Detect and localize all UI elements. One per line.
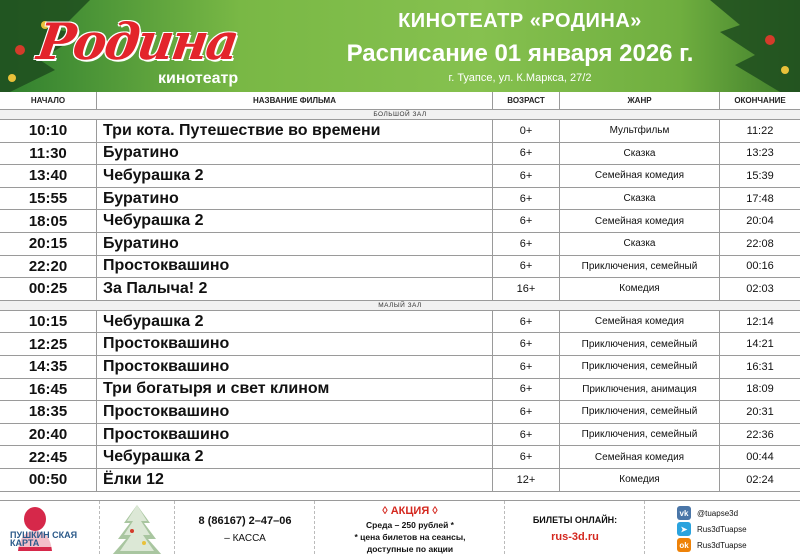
online-tickets-title: БИЛЕТЫ ОНЛАЙН: xyxy=(532,515,618,525)
session-start-time: 12:25 xyxy=(0,333,97,355)
pushkin-card-logo xyxy=(0,501,100,554)
social-link[interactable] xyxy=(677,538,747,552)
film-genre: Приключения, анимация xyxy=(560,379,720,401)
session-end-time: 22:08 xyxy=(746,237,774,250)
film-title: Чебурашка 2 xyxy=(97,311,493,333)
session-end-time: 12:14 xyxy=(746,315,774,328)
hall-name: БОЛЬШОЙ ЗАЛ xyxy=(373,111,427,118)
social-links xyxy=(645,501,800,554)
age-rating: 0+ xyxy=(493,120,560,142)
session-start-time: 00:50 xyxy=(0,469,97,491)
age-rating: 16+ xyxy=(493,278,560,300)
table-row xyxy=(0,446,800,469)
film-genre: Приключения, семейный xyxy=(560,333,720,355)
film-title: Простоквашино xyxy=(97,256,493,278)
table-row xyxy=(0,210,800,233)
film-title: Простоквашино xyxy=(97,424,493,446)
logo-wordmark: Родина xyxy=(33,12,242,71)
session-start-time: 13:40 xyxy=(0,165,97,187)
box-office-phone xyxy=(175,501,315,554)
session-start-time: 10:15 xyxy=(0,311,97,333)
social-link[interactable] xyxy=(677,522,747,536)
phone-label: – КАССА xyxy=(224,533,266,544)
logo-subtitle: кинотеатр xyxy=(158,70,239,87)
session-start-time: 16:45 xyxy=(0,379,97,401)
session-end-time: 14:21 xyxy=(746,338,774,351)
table-row xyxy=(0,379,800,402)
age-rating: 6+ xyxy=(493,165,560,187)
session-start-time: 00:25 xyxy=(0,278,97,300)
session-end-time: 17:48 xyxy=(746,192,774,205)
christmas-tree-decoration xyxy=(100,501,175,554)
hall-name: МАЛЫЙ ЗАЛ xyxy=(378,301,422,309)
table-row xyxy=(0,188,800,211)
film-title: Буратино xyxy=(97,233,493,255)
session-end-time: 15:39 xyxy=(746,169,774,182)
table-row xyxy=(0,424,800,447)
age-rating: 6+ xyxy=(493,233,560,255)
film-title: Чебурашка 2 xyxy=(97,165,493,187)
film-genre: Семейная комедия xyxy=(560,210,720,232)
age-rating: 6+ xyxy=(493,401,560,423)
social-handle: @tuapse3d xyxy=(697,508,739,518)
table-row xyxy=(0,333,800,356)
column-header-age: ВОЗРАСТ xyxy=(493,92,560,109)
session-end-time: 22:36 xyxy=(746,428,774,441)
film-title: Чебурашка 2 xyxy=(97,446,493,468)
session-end-time: 02:24 xyxy=(746,473,774,486)
film-title: Простоквашино xyxy=(97,356,493,378)
age-rating: 6+ xyxy=(493,256,560,278)
age-rating: 6+ xyxy=(493,210,560,232)
session-start-time: 22:20 xyxy=(0,256,97,278)
footer xyxy=(0,500,800,554)
age-rating: 6+ xyxy=(493,143,560,165)
film-genre: Приключения, семейный xyxy=(560,256,720,278)
film-title: Простоквашино xyxy=(97,333,493,355)
table-row xyxy=(0,143,800,166)
table-row xyxy=(0,233,800,256)
film-genre: Семейная комедия xyxy=(560,446,720,468)
social-link[interactable] xyxy=(677,506,738,520)
column-header-start: НАЧАЛО xyxy=(0,92,97,109)
social-handle: Rus3dTuapse xyxy=(697,540,747,550)
table-row xyxy=(0,256,800,279)
session-end-time: 02:03 xyxy=(746,282,774,295)
online-tickets-block xyxy=(505,501,645,554)
schedule-table xyxy=(0,92,800,492)
film-genre: Сказка xyxy=(560,143,720,165)
film-genre: Комедия xyxy=(560,278,720,300)
odnoklassniki-icon: ok xyxy=(677,538,691,552)
column-header-title: НАЗВАНИЕ ФИЛЬМА xyxy=(97,92,493,109)
film-genre: Комедия xyxy=(560,469,720,491)
session-start-time: 18:05 xyxy=(0,210,97,232)
table-row xyxy=(0,165,800,188)
session-end-time: 00:16 xyxy=(746,260,774,273)
film-title: Чебурашка 2 xyxy=(97,210,493,232)
pushkin-card-label: ПУШКИН СКАЯ КАРТА xyxy=(10,531,99,547)
promo-line-3: доступные по акции xyxy=(366,544,454,554)
promo-title: ◊ АКЦИЯ ◊ xyxy=(382,505,438,517)
session-start-time: 15:55 xyxy=(0,188,97,210)
session-end-time: 13:23 xyxy=(746,147,774,160)
film-title: Три богатыря и свет клином xyxy=(97,379,493,401)
schedule-date: Расписание 01 января 2026 г. xyxy=(346,40,694,67)
promo-block xyxy=(315,501,505,554)
film-title: Буратино xyxy=(97,143,493,165)
table-row xyxy=(0,401,800,424)
film-genre: Приключения, семейный xyxy=(560,401,720,423)
film-title: Ёлки 12 xyxy=(97,469,493,491)
header-banner xyxy=(0,0,800,92)
session-start-time: 14:35 xyxy=(0,356,97,378)
session-start-time: 10:10 xyxy=(0,120,97,142)
table-row xyxy=(0,469,800,492)
film-title: Простоквашино xyxy=(97,401,493,423)
film-genre: Семейная комедия xyxy=(560,165,720,187)
column-header-genre: ЖАНР xyxy=(560,92,720,109)
column-header-end: ОКОНЧАНИЕ xyxy=(734,96,786,105)
session-end-time: 00:44 xyxy=(746,451,774,464)
session-end-time: 16:31 xyxy=(746,360,774,373)
session-start-time: 20:40 xyxy=(0,424,97,446)
session-end-time: 20:31 xyxy=(746,405,774,418)
cinema-address: г. Туапсе, ул. К.Маркса, 27/2 xyxy=(448,72,592,84)
film-genre: Сказка xyxy=(560,188,720,210)
age-rating: 12+ xyxy=(493,469,560,491)
table-row xyxy=(0,311,800,334)
session-end-time: 20:04 xyxy=(746,215,774,228)
promo-line-1: Среда – 250 рублей * xyxy=(366,520,454,530)
film-genre: Мультфильм xyxy=(560,120,720,142)
age-rating: 6+ xyxy=(493,333,560,355)
film-genre: Сказка xyxy=(560,233,720,255)
film-genre: Семейная комедия xyxy=(560,311,720,333)
age-rating: 6+ xyxy=(493,356,560,378)
session-start-time: 20:15 xyxy=(0,233,97,255)
age-rating: 6+ xyxy=(493,188,560,210)
film-genre: Приключения, семейный xyxy=(560,424,720,446)
film-genre: Приключения, семейный xyxy=(560,356,720,378)
session-end-time: 18:09 xyxy=(746,383,774,396)
age-rating: 6+ xyxy=(493,379,560,401)
session-start-time: 11:30 xyxy=(0,143,97,165)
table-header-row xyxy=(0,92,800,110)
table-row xyxy=(0,356,800,379)
fir-branch-right-decoration xyxy=(700,0,800,92)
hall-divider xyxy=(0,301,800,311)
cinema-title: КИНОТЕАТР «РОДИНА» xyxy=(398,10,642,32)
age-rating: 6+ xyxy=(493,311,560,333)
age-rating: 6+ xyxy=(493,424,560,446)
table-row xyxy=(0,278,800,301)
promo-line-2: * цена билетов на сеансы, xyxy=(354,532,466,542)
social-handle: Rus3dTuapse xyxy=(697,524,747,534)
vk-icon: vk xyxy=(677,506,691,520)
session-start-time: 18:35 xyxy=(0,401,97,423)
christmas-tree-icon xyxy=(100,501,175,554)
film-title: За Палыча! 2 xyxy=(97,278,493,300)
online-tickets-link[interactable]: rus-3d.ru xyxy=(551,531,599,543)
session-end-time: 11:22 xyxy=(746,124,774,137)
age-rating: 6+ xyxy=(493,446,560,468)
hall-divider xyxy=(0,110,800,120)
film-title: Буратино xyxy=(97,188,493,210)
film-title: Три кота. Путешествие во времени xyxy=(97,120,493,142)
phone-number[interactable]: 8 (86167) 2–47–06 xyxy=(198,515,292,527)
telegram-icon: ➤ xyxy=(677,522,691,536)
table-row xyxy=(0,120,800,143)
cinema-logo xyxy=(30,4,242,90)
session-start-time: 22:45 xyxy=(0,446,97,468)
